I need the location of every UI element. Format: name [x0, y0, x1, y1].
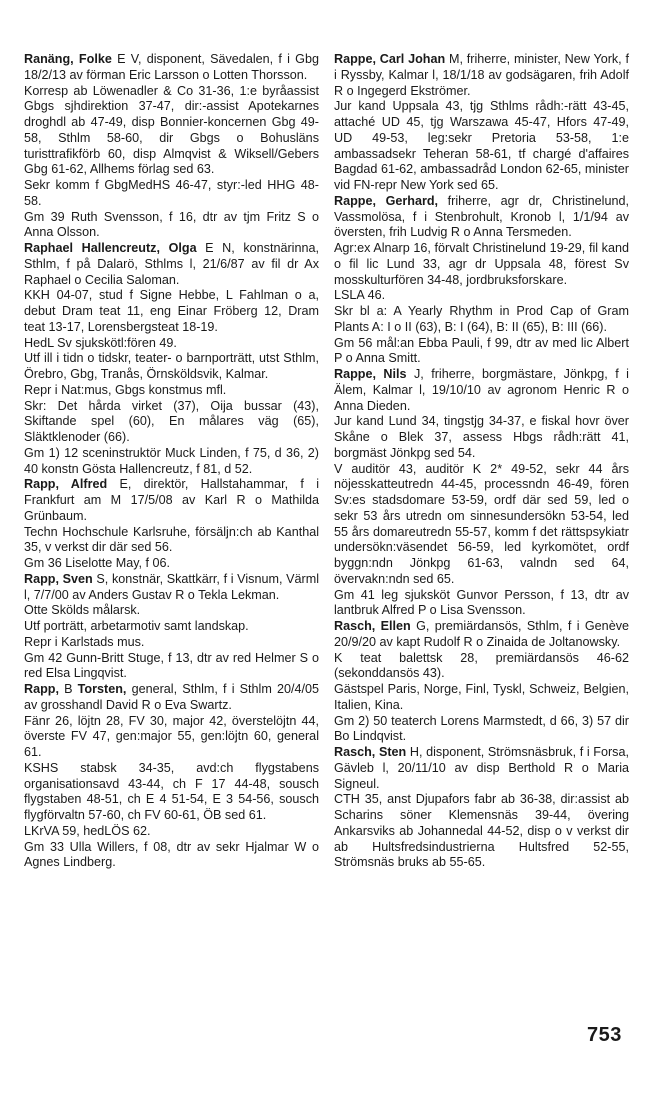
biography-entry	[24, 241, 319, 477]
entry-text: G, premiärdansös, Sthlm, f i Genève 20/9/20 av kapt Rudolf R o Zinaida de Joltanowsky. K teat balettsk 28, premiärdansös 46-62 (sekonddansös 43). Gästspel Paris, Norge, Finl, Tyskl, Schweiz, Belgien, Italien, Kina. Gm 2) 50 teaterch Lorens Marmstedt, d 66, 3) 57 dir Bo Lindqvist.	[334, 619, 629, 744]
entry-text: E V, disponent, Sävedalen, f i Gbg 18/2/13 av förman Eric Larsson o Lotten Thorsson. Korresp ab Löwenadler & Co 31-36, 1:e byråassist Gbgs sjhdirektion 37-47, dir:-assist Apotekarnes droghdl ab 47-49, disp Bonnier-koncernen Gbg 49-58, Sthlm 58-60, dir Gbgs o Bohusläns turisttrafikförb 60, disp Almqvist & Wiksell/Gebers Gbg 61-62, Allhems förlag sed 63. Sekr komm f GbgMedHS 46-47, styr:-led HHG 48-58. Gm 39 Ruth Svensson, f 16, dtr av tjm Fritz S o Anna Olsson.	[24, 52, 319, 240]
biography-entry	[334, 619, 629, 745]
entry-name: Rasch, Ellen	[334, 619, 411, 633]
entry-text: H, disponent, Strömsnäsbruk, f i Forsa, Gävleb l, 20/11/10 av disp Berthold R o Maria Signeul. CTH 35, anst Djupafors fabr ab 36-38, dir:assist ab Scharins söner Klemensnäs 39-44, övering Ankarsviks ab Johannedal 44-52, disp o v verkst dir ab Hultsfredsindustrierna Hultsfred 52-55, Strömsnäs bruks ab 55-65.	[334, 745, 629, 870]
biography-entry	[334, 367, 629, 619]
entry-text: E N, konstnärinna, Sthlm, f på Dalarö, Sthlms l, 21/6/87 av fil dr Ax Raphael o Cecilia Saloman. KKH 04-07, stud f Signe Hebbe, L Fahlman o a, debut Dram teat 11, eng Einar Fröberg 12, Dram teat 13-17, Lorensbergsteat 18-19. HedL Sv sjukskötl:fören 49. Utf ill i tidn o tidskr, teater- o barnporträtt, utst Sthlm, Örebro, Gbg, Tranås, Örnsköldsvik, Kalmar. Repr i Nat:mus, Gbgs konstmus mfl. Skr: Det hårda virket (37), Oija bussar (43), Skiftande spel (60), En målares väg (65), Släktklenoder (66). Gm 1) 12 sceninstruktör Muck Linden, f 75, d 36, 2) 40 konstn Gösta Hallencreutz, f 81, d 52.	[24, 241, 319, 476]
entry-name: Rasch, Sten	[334, 745, 407, 759]
entry-initial: B	[58, 682, 78, 696]
entry-text: friherre, agr dr, Christinelund, Vassmolösa, f i Stenbrohult, Kronob l, 1/1/94 av översten, frih Ludvig R o Anna Tersmeden. Agr:ex Alnarp 16, förvalt Christinelund 19-29, fil kand o fil lic Lund 33, agr dr Uppsala 48, förest Sv mosskulturfören 34-48, jordbruksforskare. LSLA 46. Skr bl a: A Yearly Rhythm in Prod Cap of Gram Plants A: I o II (63), B: I (64), B: II (65), B: III (66). Gm 56 mål:an Ebba Pauli, f 99, dtr av med lic Albert P o Anna Smitt.	[334, 193, 629, 366]
left-column	[24, 52, 319, 871]
biography-entry	[24, 682, 319, 871]
entry-name: Raphael Hallencreutz, Olga	[24, 241, 197, 255]
entry-name: Rapp,	[24, 682, 59, 696]
biography-entry	[334, 745, 629, 871]
entry-text: E, direktör, Hallstahammar, f i Frankfurt am M 17/5/08 av Karl R o Mathilda Grünbaum. Techn Hochschule Karlsruhe, försäljn:ch ab Kanthal 35, v verkst dir där sed 56. Gm 36 Liselotte May, f 06.	[24, 477, 319, 570]
right-column	[334, 52, 629, 871]
entry-text: M, friherre, minister, New York, f i Ryssby, Kalmar l, 18/1/18 av godsägaren, frih Adolf R o Ingegerd Ekströmer. Jur kand Uppsala 43, tjg Sthlms rådh:-rätt 43-45, attaché UD 45, tjg Warszawa 45-47, Hfors 47-49, UD 49-53, leg:sekr Pretoria 53-58, 1:e ambassadsekr Teheran 58-61, tf chargé d'affaires Bagdad 61-62, ambassadråd London 62-65, minister vid FN-repr New York sed 65.	[334, 52, 629, 192]
entry-given-name: Torsten,	[77, 682, 127, 696]
biography-entry	[24, 52, 319, 241]
entry-name: Rappe, Nils	[334, 367, 407, 381]
entry-name: Rappe, Gerhard,	[334, 193, 439, 208]
entry-text: J, friherre, borgmästare, Jönkpg, f i Älem, Kalmar l, 19/10/10 av agronom Henric R o Anna Dieden. Jur kand Lund 34, tingstjg 34-37, e fiskal hovr över Skåne o Blek 37, assess Hbgs rådh:rätt 41, borgmäst Jönkpg sed 54. V auditör 43, auditör K 2* 49-52, sekr 44 års nöjesskatteutredn 44-45, processndn 46-49, fören Sv:es stadsdomare 53-59, ordf där sed 59, led o sekr 53 års utredn om sinnesundersökn 53-54, led 55 års domareutredn 55-57, komm f det rättspsykiatr undersökn:väsendet 56-59, led kyrkomötet, ordf byggn:ndn Jönkpg 61-63, valndn sed 64, övervakn:ndn sed 65. Gm 41 leg sjuksköt Gunvor Persson, f 13, dtr av lantbruk Alfred P o Lisa Svensson.	[334, 367, 629, 618]
entry-name: Ranäng, Folke	[24, 52, 112, 66]
entry-name: Rapp, Alfred	[24, 477, 108, 492]
biography-entry	[24, 477, 319, 572]
biography-entry	[24, 572, 319, 682]
biography-entry	[334, 52, 629, 194]
biography-entry	[334, 194, 629, 367]
page-number: 753	[587, 1024, 622, 1046]
entry-text: general, Sthlm, f i Sthlm 20/4/05 av grosshandl David R o Eva Swartz. Fänr 26, löjtn 28, FV 30, major 42, överstelöjtn 44, överste FV 47, gen:major 55, gen:löjtn 60, general 61. KSHS stabsk 34-35, avd:ch flygstabens organisationsavd 43-44, ch F 17 44-48, sousch flygstaben 48-51, ch E 4 51-54, E 3 54-56, sousch flygförvaltn 57-60, ch FV 60-61, ÖB sed 61. LKrVA 59, hedLÖS 62. Gm 33 Ulla Willers, f 08, dtr av sekr Hjalmar W o Agnes Lindberg.	[24, 682, 319, 870]
entry-name: Rapp, Sven	[24, 571, 93, 586]
entry-name: Rappe, Carl Johan	[334, 52, 446, 66]
entry-text: S, konstnär, Skattkärr, f i Visnum, Värml l, 7/7/00 av Anders Gustav R o Tekla Lekman. Otte Skölds målarsk. Utf porträtt, arbetarmotiv samt landskap. Repr i Karlstads mus. Gm 42 Gunn-Britt Stuge, f 13, dtr av red Helmer S o red Elsa Lingqvist.	[24, 571, 319, 681]
